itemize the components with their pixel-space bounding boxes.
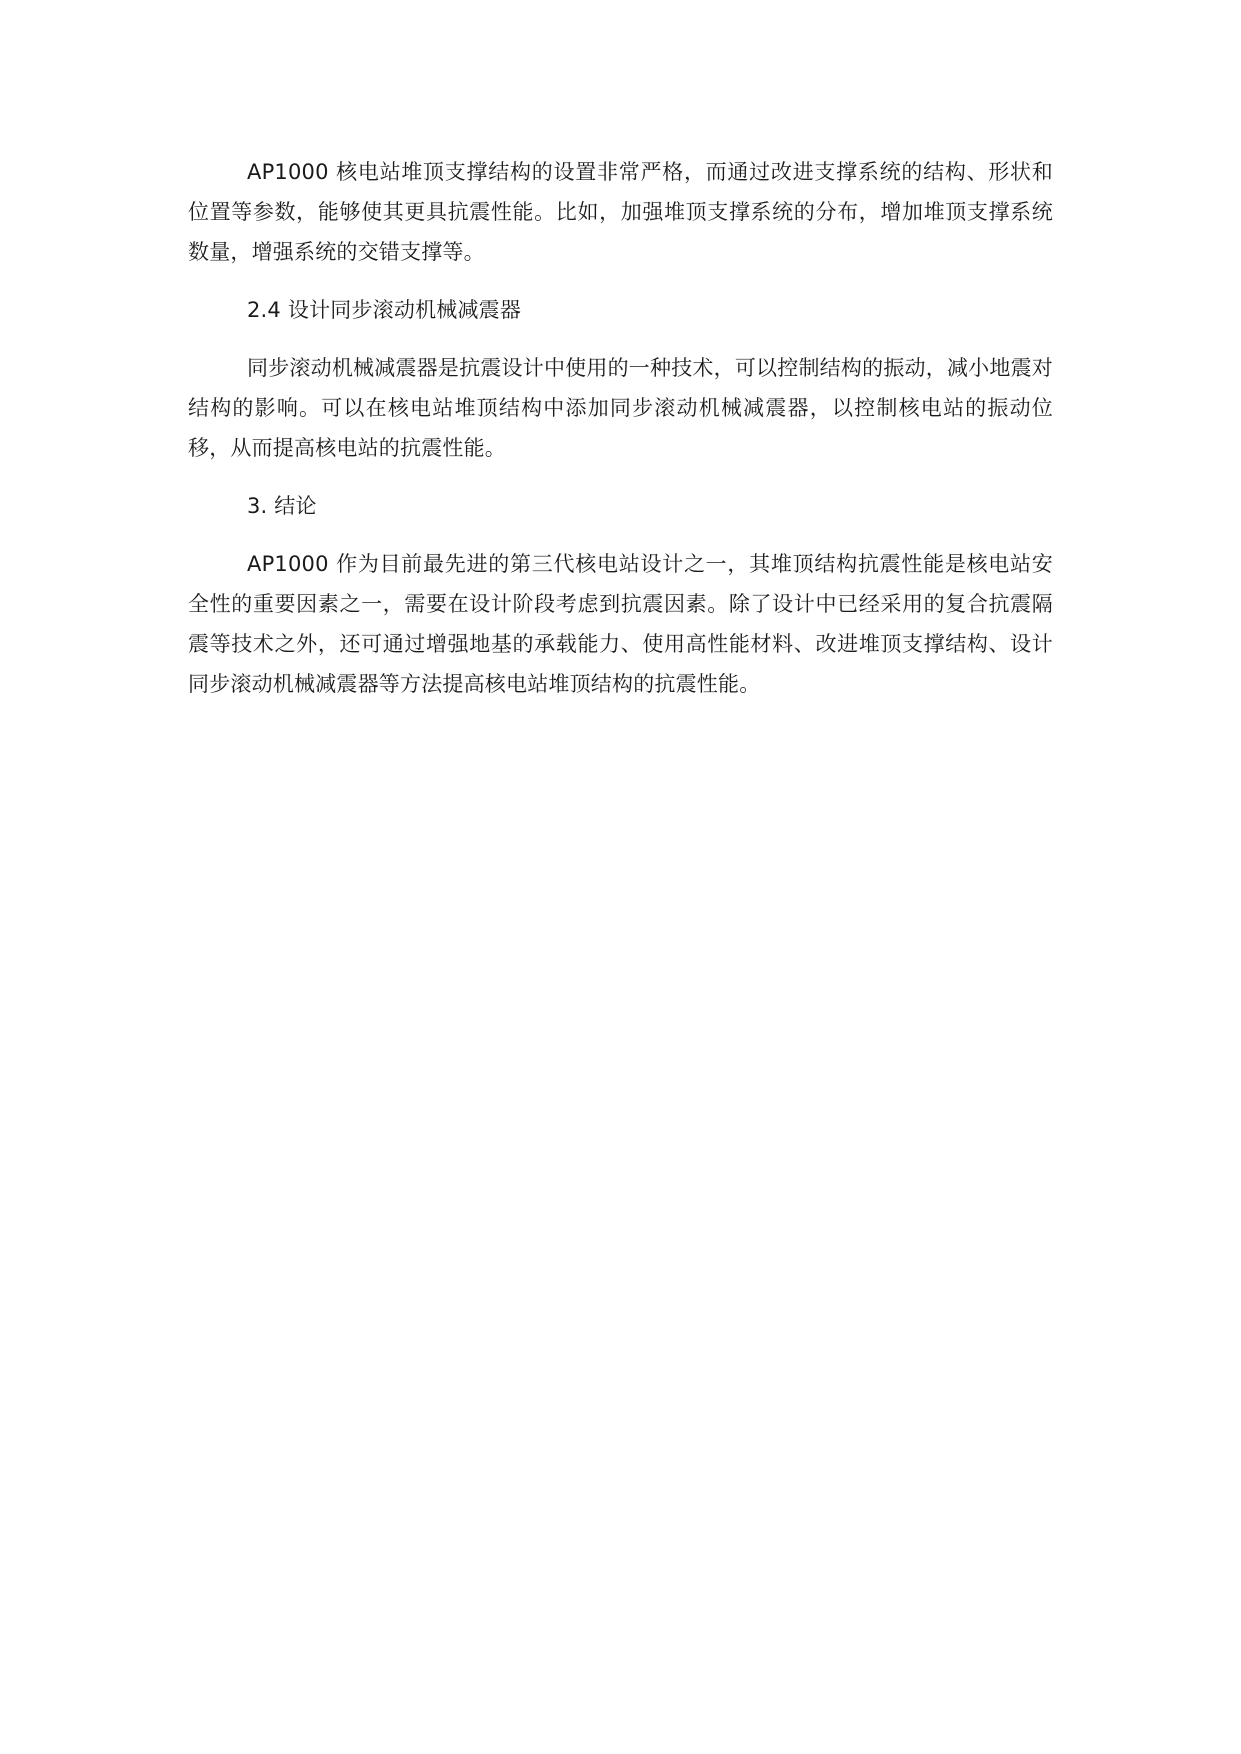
section-heading-2-4: 2.4 设计同步滚动机械减震器 <box>247 298 522 322</box>
paragraph-damper: 同步滚动机械减震器是抗震设计中使用的一种技术，可以控制结构的振动，减小地震对结构的影响。可以在核电站堆顶结构中添加同步滚动机械减震器，以控制核电站的振动位移，从而提高核电站的抗震性能。 <box>188 356 1053 460</box>
paragraph-support-structure: AP1000 核电站堆顶支撑结构的设置非常严格，而通过改进支撑系统的结构、形状和位置等参数，能够使其更具抗震性能。比如，加强堆顶支撑系统的分布，增加堆顶支撑系统数量，增强系统的交错支撑等。 <box>188 160 1053 264</box>
section-heading-conclusion: 3. 结论 <box>247 494 317 518</box>
document-body <box>188 152 1053 704</box>
paragraph-conclusion: AP1000 作为目前最先进的第三代核电站设计之一，其堆顶结构抗震性能是核电站安全性的重要因素之一，需要在设计阶段考虑到抗震因素。除了设计中已经采用的复合抗震隔震等技术之外，还可通过增强地基的承载能力、使用高性能材料、改进堆顶支撑结构、设计同步滚动机械减震器等方法提高核电站堆顶结构的抗震性能。 <box>188 552 1053 696</box>
